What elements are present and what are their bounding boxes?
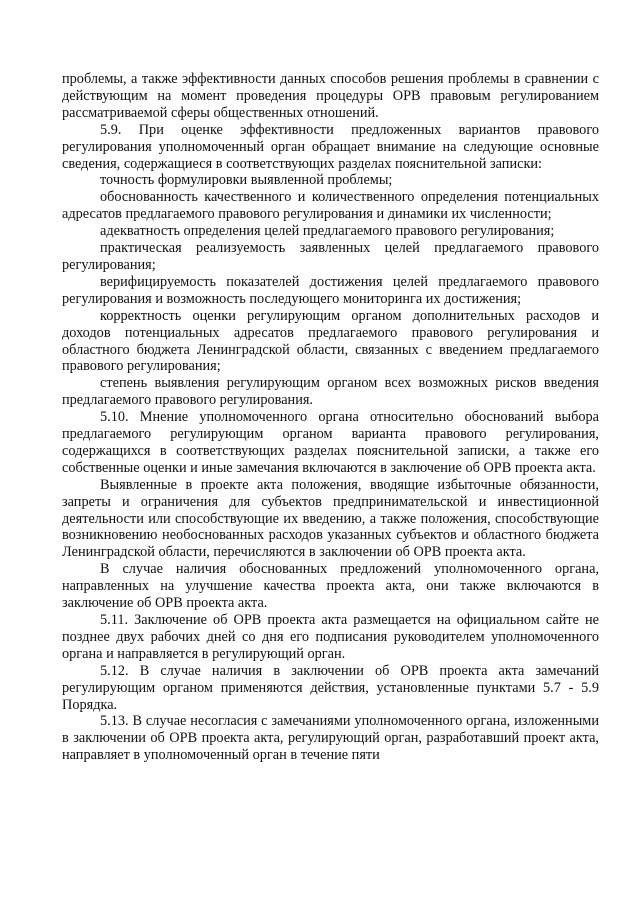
paragraph-5-9: 5.9. При оценке эффективности предложенных вариантов правового регулирования уполномоченный орган обращает внимание на следующие основные сведения, содержащиеся в соответствующих разделах пояснительной записки: [62, 121, 599, 172]
document-page [62, 71, 599, 764]
list-item-goals-feasibility: практическая реализуемость заявленных целей предлагаемого правового регулирования; [62, 240, 599, 273]
list-item-costs-assessment: корректность оценки регулирующим органом дополнительных расходов и доходов потенциальных адресатов предлагаемого правового регулирования и областного бюджета Ленинградской области, связанных с введением предлагаемого правового регулирования; [62, 307, 599, 375]
paragraph-5-13: 5.13. В случае несогласия с замечаниями уполномоченного органа, изложенными в заключении об ОРВ проекта акта, регулирующий орган, разработавший проект акта, направляет в уполномоченный орган в течение пяти [62, 713, 599, 764]
paragraph-5-11: 5.11. Заключение об ОРВ проекта акта размещается на официальном сайте не позднее двух рабочих дней со дня его подписания руководителем уполномоченного органа и направляется в регулирующий орган. [62, 612, 599, 662]
paragraph-5-10-provisions: Выявленные в проекте акта положения, вводящие избыточные обязанности, запреты и ограничения для субъектов предпринимательской и инвестиционной деятельности или способствующие их введению, а также положения, способствующие возникновению необоснованных расходов указанных субъектов и областного бюджета Ленинградской области, перечисляются в заключении об ОРВ проекта акта. [62, 476, 599, 561]
paragraph-continuation: проблемы, а также эффективности данных способов решения проблемы в сравнении с действующим на момент проведения процедуры ОРВ правовым регулированием рассматриваемой сферы общественных отношений. [62, 71, 599, 121]
list-item-addressees: обоснованность качественного и количественного определения потенциальных адресатов предлагаемого правового регулирования и динамики их численности; [62, 189, 599, 223]
list-item-risks: степень выявления регулирующим органом всех возможных рисков введения предлагаемого правового регулирования. [62, 375, 599, 409]
list-item-goals-adequacy: адекватность определения целей предлагаемого правового регулирования; [100, 223, 555, 240]
paragraph-5-12: 5.12. В случае наличия в заключении об ОРВ проекта акта замечаний регулирующим органом применяются действия, установленные пунктами 5.7 - 5.9 Порядка. [62, 662, 599, 713]
list-item-problem-wording: точность формулировки выявленной проблемы; [100, 172, 393, 189]
list-item-indicators: верифицируемость показателей достижения целей предлагаемого правового регулирования и возможность последующего мониторинга их достижения; [62, 273, 599, 307]
paragraph-5-10: 5.10. Мнение уполномоченного органа относительно обоснований выбора предлагаемого регулирующим органом варианта правового регулирования, содержащихся в соответствующих разделах пояснительной записки, а также его собственные оценки и иные замечания включаются в заключение об ОРВ проекта акта. [62, 409, 599, 476]
paragraph-5-10-proposals: В случае наличия обоснованных предложений уполномоченного органа, направленных на улучшение качества проекта акта, они также включаются в заключение об ОРВ проекта акта. [62, 561, 599, 612]
